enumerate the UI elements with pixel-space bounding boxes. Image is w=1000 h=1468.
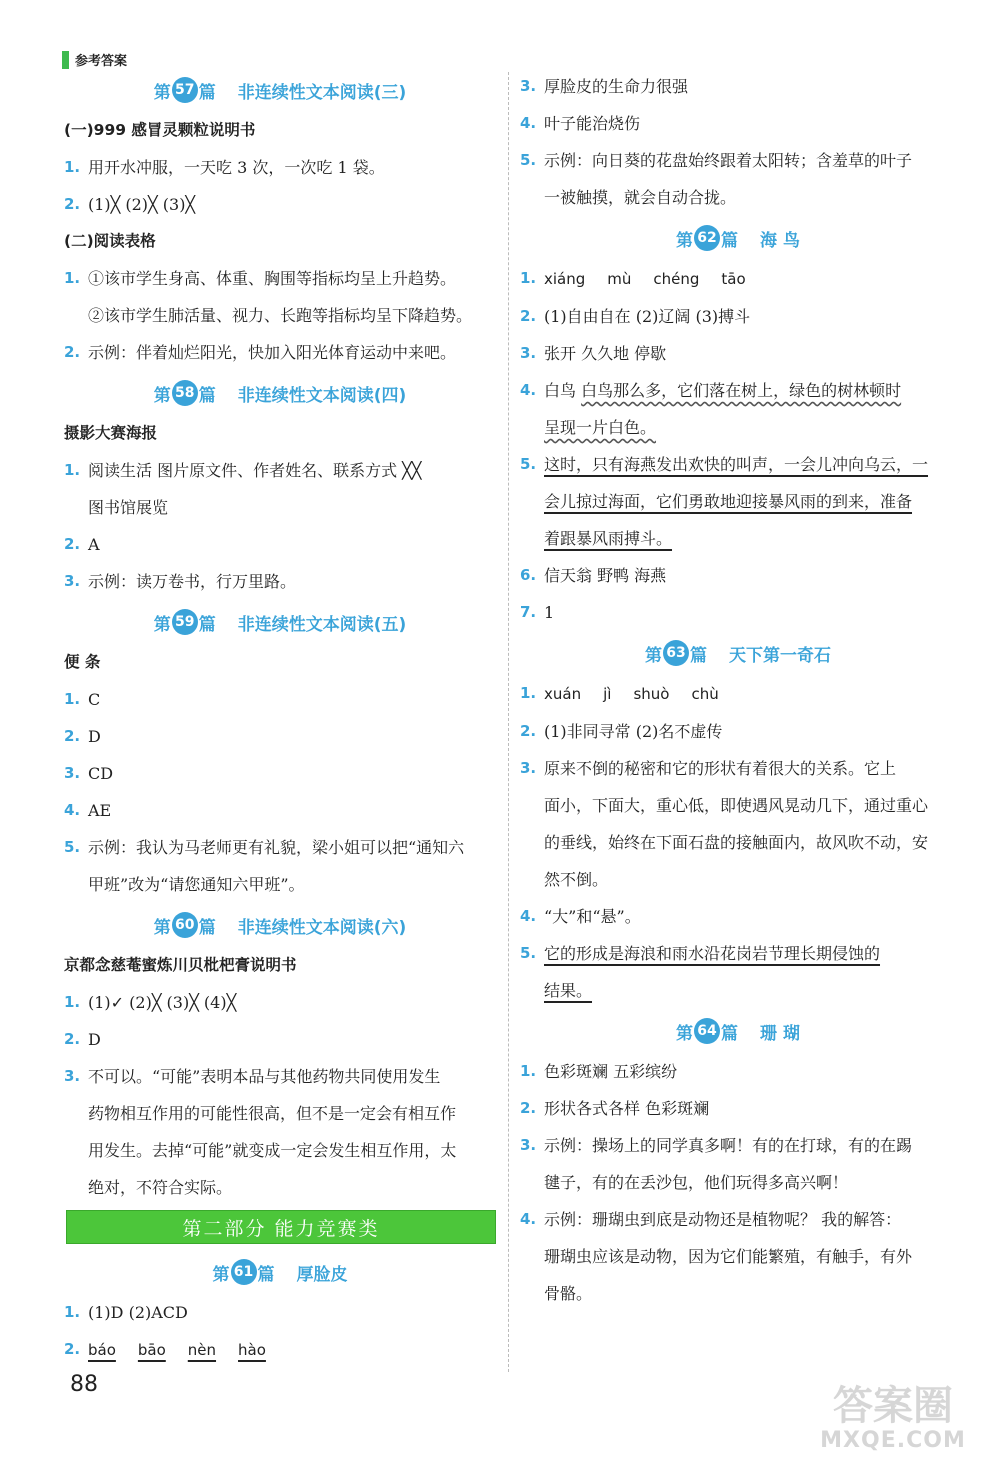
right-column (520, 68, 956, 1312)
answer-continuation: 绝对，不符合实际。 (88, 1178, 233, 1197)
subheading: 摄影大赛海报 (64, 424, 158, 442)
answer-continuation: 会儿掠过海面，它们勇敢地迎接暴风雨的到来，准备 (544, 492, 913, 511)
subheading: (一)999 感冒灵颗粒说明书 (64, 121, 256, 139)
answer-item: 2. (1)非同寻常 (2)名不虚传 (520, 722, 723, 741)
answer-continuation: 面小，下面大，重心低，即使遇风晃动几下，通过重心 (544, 796, 929, 815)
answer-continuation: 呈现一片白色。 (544, 418, 657, 437)
answer-item: 1. xiáng mù chéng tāo (520, 260, 956, 298)
pinyin: nèn (187, 1341, 217, 1359)
part-two-banner: 第二部分 能力竞赛类 (66, 1210, 496, 1244)
answer-item: 5. 它的形成是海浪和雨水沿花岗岩节理长期侵蚀的 (520, 944, 881, 963)
section-number-badge: 64 (694, 1018, 720, 1044)
answer-continuation: 骨骼。 (544, 1284, 593, 1303)
answer-item: 2. D (64, 1030, 101, 1049)
section-number-badge: 59 (172, 609, 198, 635)
pinyin: tāo (721, 270, 746, 288)
wavy-underlined-text: 白鸟那么多，它们落在树上，绿色的树林顿时 (581, 381, 902, 400)
pinyin: hào (238, 1341, 266, 1359)
underlined-text: 它的形成是海浪和雨水沿花岗岩节理长期侵蚀的 (544, 944, 881, 963)
answer-continuation: 一被触摸，就会自动合拢。 (544, 188, 737, 207)
answer-item: 4. 示例：珊瑚虫到底是动物还是植物呢？ 我的解答： (520, 1210, 902, 1229)
header-marker (62, 51, 69, 69)
section-number-badge: 63 (663, 640, 689, 666)
section-61-title: 第 61 篇 厚脸皮 (64, 1250, 496, 1294)
answer-item: 2. 形状各式各样 色彩斑斓 (520, 1099, 710, 1118)
answer-continuation: 用发生。去掉“可能”就变成一定会发生相互作用，太 (88, 1141, 457, 1160)
answer-item: 5. 示例：向日葵的花盘始终跟着太阳转；含羞草的叶子 (520, 151, 913, 170)
section-number-badge: 58 (172, 380, 198, 406)
answer-item: 3. 张开 久久地 停歇 (520, 344, 667, 363)
answer-continuation: 毽子，有的在丢沙包，他们玩得多高兴啊！ (544, 1173, 849, 1192)
left-column (64, 68, 496, 1369)
section-number-badge: 62 (694, 225, 720, 251)
answer-item: 2. D (64, 727, 101, 746)
answer-item: 1. 用开水冲服，一天吃 3 次，一次吃 1 袋。 (64, 158, 385, 177)
answer-item: 5. 这时，只有海燕发出欢快的叫声，一会儿冲向乌云，一 (520, 455, 929, 474)
answer-item: 1. (1)✓ (2)╳ (3)╳ (4)╳ (64, 993, 237, 1012)
answer-item: 4. “大”和“悬”。 (520, 907, 641, 926)
section-58-title: 第 58 篇 非连续性文本阅读(四) (64, 371, 496, 415)
answer-item: 1. C (64, 690, 101, 709)
answer-item: 4. 白鸟 白鸟那么多，它们落在树上，绿色的树林顿时 (520, 381, 902, 400)
subheading: 京都念慈菴蜜炼川贝枇杷膏说明书 (64, 956, 297, 974)
answer-item: 1. (1)D (2)ACD (64, 1303, 188, 1322)
answer-continuation: 图书馆展览 (88, 498, 169, 517)
answer-item: 6. 信天翁 野鸭 海燕 (520, 566, 667, 585)
answer-continuation: 药物相互作用的可能性很高，但不是一定会有相互作 (88, 1104, 457, 1123)
section-number-badge: 60 (172, 912, 198, 938)
section-64-title: 第 64 篇 珊 瑚 (520, 1009, 956, 1053)
answer-continuation: ②该市学生肺活量、视力、长跑等指标均呈下降趋势。 (88, 306, 473, 325)
answer-item: 3. CD (64, 764, 114, 783)
section-57-title: 第 57 篇 非连续性文本阅读(三) (64, 68, 496, 112)
answer-item: 1. ①该市学生身高、体重、胸围等指标均呈上升趋势。 (64, 269, 457, 288)
answer-continuation: 甲班”改为“请您通知六甲班”。 (88, 875, 305, 894)
pinyin: bāo (137, 1341, 166, 1359)
underlined-text: 这时，只有海燕发出欢快的叫声，一会儿冲向乌云，一 (544, 455, 929, 474)
section-number-badge: 57 (172, 77, 198, 103)
answer-item: 2. 示例：伴着灿烂阳光，快加入阳光体育运动中来吧。 (64, 343, 457, 362)
answer-item: 7. 1 (520, 603, 555, 622)
page-header (62, 50, 127, 69)
answer-item: 4. 叶子能治烧伤 (520, 114, 641, 133)
answer-item: 3. 不可以。“可能”表明本品与其他药物共同使用发生 (64, 1067, 441, 1086)
answer-item: 5. 示例：我认为马老师更有礼貌，梁小姐可以把“通知六 (64, 838, 465, 857)
answer-item: 1. 阅读生活 图片原文件、作者姓名、联系方式 ╳╳ (64, 461, 422, 480)
answer-continuation: 结果。 (544, 981, 593, 1000)
answer-item: 3. 厚脸皮的生命力很强 (520, 77, 689, 96)
section-number-badge: 61 (231, 1259, 257, 1285)
section-59-title: 第 59 篇 非连续性文本阅读(五) (64, 600, 496, 644)
answer-item: 3. 原来不倒的秘密和它的形状有着很大的关系。它上 (520, 759, 897, 778)
pinyin: jì (603, 685, 612, 703)
section-60-title: 第 60 篇 非连续性文本阅读(六) (64, 903, 496, 947)
answer-item: 1. 色彩斑斓 五彩缤纷 (520, 1062, 678, 1081)
answer-item: 2. (1)╳ (2)╳ (3)╳ (64, 195, 196, 214)
column-divider (508, 72, 509, 1372)
answer-item: 2. báo bāo nèn hào (64, 1331, 496, 1369)
answer-continuation: 着跟暴风雨搏斗。 (544, 529, 673, 548)
section-62-title: 第 62 篇 海 鸟 (520, 216, 956, 260)
answer-continuation: 珊瑚虫应该是动物，因为它们能繁殖，有触手，有外 (544, 1247, 913, 1266)
answer-item: 4. AE (64, 801, 112, 820)
answer-item: 3. 示例：读万卷书，行万里路。 (64, 572, 297, 591)
subheading: 便 条 (64, 653, 101, 671)
pinyin: mù (607, 270, 632, 288)
watermark-logo: 答案圈 MXQE.COM (820, 1383, 966, 1453)
header-label: 参考答案 (75, 54, 128, 69)
answer-item: 1. xuán jì shuò chù (520, 675, 956, 713)
subheading: (二)阅读表格 (64, 232, 156, 250)
section-63-title: 第 63 篇 天下第一奇石 (520, 631, 956, 675)
answer-item: 2. (1)自由自在 (2)辽阔 (3)搏斗 (520, 307, 751, 326)
answer-item: 2. A (64, 535, 100, 554)
pinyin: chù (691, 685, 719, 703)
answer-item: 3. 示例：操场上的同学真多啊！有的在打球，有的在踢 (520, 1136, 913, 1155)
pinyin: shuò (633, 685, 670, 703)
pinyin: xuán (544, 685, 582, 703)
answer-continuation: 然不倒。 (544, 870, 609, 889)
answer-continuation: 的垂线，始终在下面石盘的接触面内，故风吹不动，安 (544, 833, 929, 852)
page-number: 88 (70, 1372, 98, 1397)
pinyin: chéng (653, 270, 700, 288)
pinyin: báo (88, 1341, 116, 1359)
pinyin: xiáng (544, 270, 586, 288)
